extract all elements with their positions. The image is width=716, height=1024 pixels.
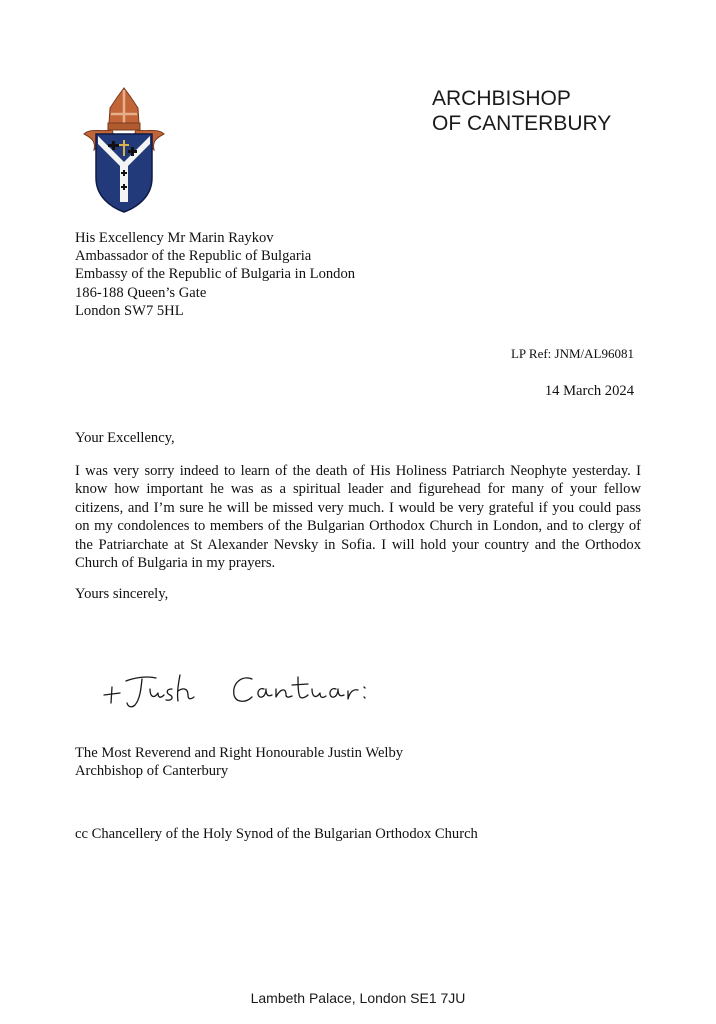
signatory-title: Archbishop of Canterbury [75, 763, 229, 780]
recipient-address-line: 186-188 Queen’s Gate [75, 284, 207, 301]
salutation: Your Excellency, [75, 430, 175, 446]
reference-number: LP Ref: JNM/AL96081 [510, 346, 634, 361]
recipient-address [75, 229, 355, 320]
closing: Yours sincerely, [75, 586, 169, 602]
letter-body: I was very sorry indeed to learn of the death of His Holiness Patriarch Neophyte yesterday. I know how important he was as a spiritual leader and figurehead for many of your fellow citizens, and I’m sure he will be missed very much. I would be very grateful if you could pass on my condolences to members of the Bulgarian Orthodox Church in London, and to clergy of the Patriarchate at St Alexander Nevsky in Sofia. I will hold your country and the Orthodox Church of Bulgaria in my prayers. [75, 463, 641, 572]
coat-of-arms-icon [82, 86, 166, 214]
signatory-name: The Most Reverend and Right Honourable Justin Welby [75, 745, 404, 761]
handwritten-signature-icon [100, 655, 370, 715]
footer-address: Lambeth Palace, London SE1 7JU [250, 990, 466, 1006]
letterhead-line-2: OF CANTERBURY [432, 112, 612, 135]
recipient-address-line: Ambassador of the Republic of Bulgaria [75, 248, 312, 265]
recipient-address-line: London SW7 5HL [75, 302, 184, 319]
recipient-address-line: Embassy of the Republic of Bulgaria in London [75, 266, 356, 283]
recipient-address-line: His Excellency Mr Marin Raykov [75, 230, 274, 246]
cc-line: cc Chancellery of the Holy Synod of the Bulgarian Orthodox Church [75, 826, 478, 842]
letter-date: 14 March 2024 [544, 383, 634, 399]
letterhead-line-1: ARCHBISHOP [432, 87, 571, 110]
letterhead-title [432, 86, 611, 136]
signatory-block [75, 744, 403, 781]
